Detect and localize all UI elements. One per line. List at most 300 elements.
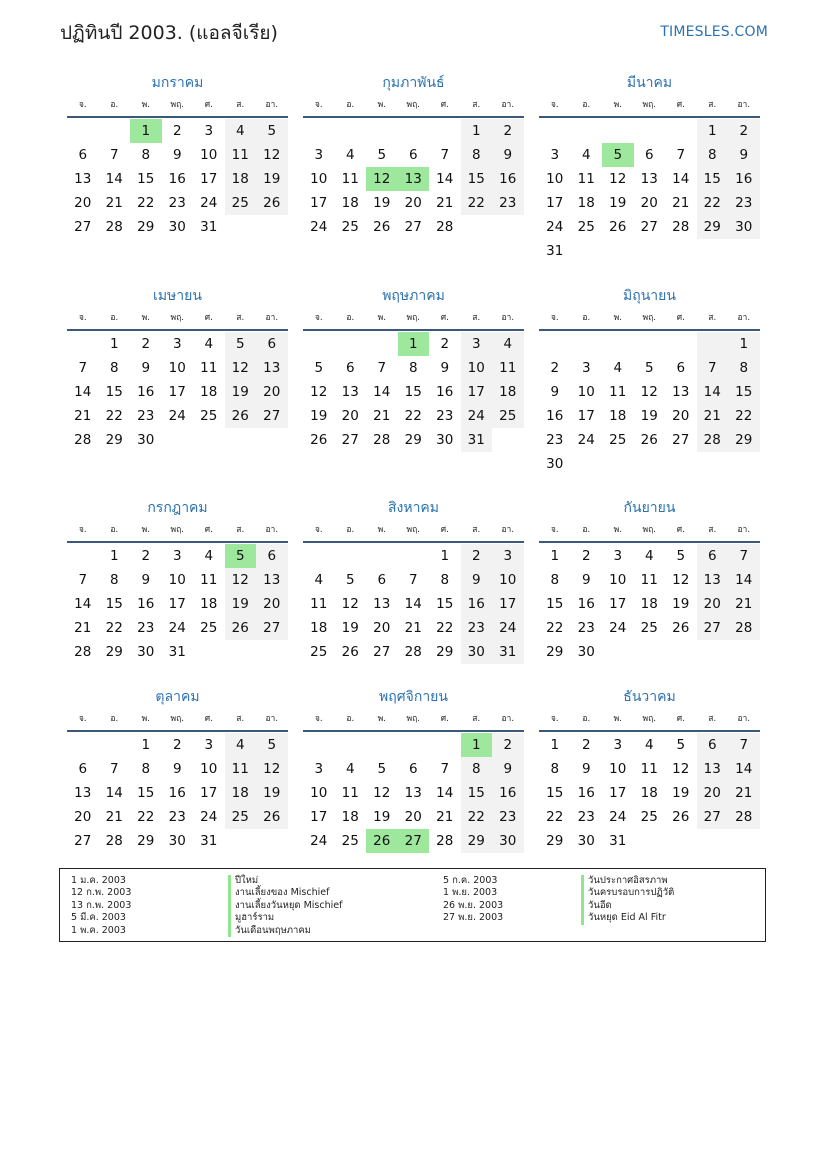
day-cell: 18 (492, 380, 524, 404)
day-cell: 14 (373, 384, 391, 400)
month-block (303, 70, 524, 239)
empty-cell (99, 119, 131, 143)
day-cell: 30 (168, 833, 186, 849)
day-cell: 31 (609, 833, 627, 849)
day-cell: 2 (141, 336, 151, 352)
day-cell: 3 (172, 336, 182, 352)
day-cell: 4 (345, 761, 355, 777)
weekday-label: จ. (550, 100, 559, 110)
legend-date: 26 พ.ย. 2003 (443, 899, 504, 911)
weekday-label: ศ. (204, 313, 213, 323)
month-block (67, 684, 288, 853)
day-cell: 6 (345, 360, 355, 376)
day-cell: 13 (74, 785, 92, 801)
weekday-label: ศ. (676, 714, 685, 724)
day-cell: 13 (373, 596, 391, 612)
day-cell: 3 (314, 147, 324, 163)
day-cell: 17 (609, 785, 627, 801)
brand-link[interactable]: TIMESLES.COM (660, 24, 768, 40)
day-cell: 8 (408, 360, 418, 376)
day-cell: 10 (310, 171, 328, 187)
day-cell: 2 (581, 737, 591, 753)
weekday-label: พฤ. (642, 313, 656, 323)
weekday-label: อ. (582, 100, 591, 110)
month-block (303, 283, 524, 452)
day-cell: 23 (168, 809, 186, 825)
day-grid (67, 733, 288, 853)
day-cell: 22 (105, 408, 123, 424)
day-cell: 25 (225, 805, 257, 829)
day-cell: 18 (200, 384, 218, 400)
day-cell: 29 (728, 428, 760, 452)
day-cell: 29 (137, 219, 155, 235)
holiday-day-cell: 12 (366, 167, 398, 191)
day-cell: 15 (105, 596, 123, 612)
empty-cell (67, 332, 99, 356)
empty-cell (67, 119, 99, 143)
day-cell: 4 (204, 336, 214, 352)
day-cell: 24 (168, 408, 186, 424)
day-cell: 19 (640, 408, 658, 424)
weekday-label: ส. (708, 100, 717, 110)
weekday-label: จ. (550, 714, 559, 724)
weekday-label: อา. (501, 313, 515, 323)
weekday-label: จ. (314, 313, 323, 323)
day-cell: 9 (581, 572, 591, 588)
day-cell: 27 (697, 616, 729, 640)
day-cell: 23 (436, 408, 454, 424)
day-cell: 22 (728, 404, 760, 428)
day-cell: 28 (697, 428, 729, 452)
day-cell: 22 (436, 620, 454, 636)
day-cell: 12 (225, 356, 257, 380)
day-cell: 10 (200, 761, 218, 777)
day-cell: 21 (105, 195, 123, 211)
day-grid (303, 119, 524, 239)
day-cell: 26 (310, 432, 328, 448)
weekday-label: อา. (265, 313, 279, 323)
day-cell: 28 (728, 616, 760, 640)
day-cell: 27 (697, 805, 729, 829)
day-cell: 11 (577, 171, 595, 187)
day-cell: 10 (577, 384, 595, 400)
day-cell: 11 (609, 384, 627, 400)
day-cell: 11 (640, 761, 658, 777)
weekday-label: พ. (377, 100, 386, 110)
day-cell: 8 (550, 761, 560, 777)
day-cell: 29 (436, 644, 454, 660)
legend-right-dates (443, 875, 503, 925)
weekday-label: ส. (472, 525, 481, 535)
weekday-label: ศ. (676, 100, 685, 110)
day-cell: 12 (640, 384, 658, 400)
month-block (303, 495, 524, 664)
day-cell: 27 (672, 432, 690, 448)
day-cell: 18 (640, 785, 658, 801)
day-cell: 28 (672, 219, 690, 235)
legend-holiday-name: วันเดือนพฤษภาคม (228, 925, 342, 937)
day-cell: 12 (672, 572, 690, 588)
day-cell: 9 (461, 568, 493, 592)
day-cell: 18 (310, 620, 328, 636)
day-cell: 22 (461, 805, 493, 829)
day-cell: 23 (137, 620, 155, 636)
month-title: พฤษภาคม (382, 288, 445, 304)
weekday-label: พ. (141, 313, 150, 323)
day-cell: 15 (461, 781, 493, 805)
empty-cell (429, 733, 461, 757)
day-cell: 20 (404, 195, 422, 211)
day-cell: 2 (172, 737, 182, 753)
day-cell: 20 (672, 408, 690, 424)
weekday-label: อา. (501, 525, 515, 535)
weekday-label: อ. (346, 714, 355, 724)
day-cell: 13 (74, 171, 92, 187)
day-cell: 31 (200, 219, 218, 235)
weekday-header (303, 710, 524, 732)
empty-cell (303, 733, 335, 757)
day-cell: 15 (728, 380, 760, 404)
day-cell: 2 (440, 336, 450, 352)
day-cell: 15 (697, 167, 729, 191)
day-cell: 26 (373, 219, 391, 235)
day-cell: 30 (577, 833, 595, 849)
month-title: มิถุนายน (623, 288, 676, 304)
day-cell: 27 (74, 833, 92, 849)
day-cell: 30 (492, 829, 524, 853)
day-cell: 25 (640, 809, 658, 825)
weekday-label: จ. (78, 525, 87, 535)
day-cell: 22 (461, 191, 493, 215)
weekday-label: ส. (472, 313, 481, 323)
day-cell: 9 (492, 143, 524, 167)
day-cell: 17 (200, 785, 218, 801)
day-cell: 12 (373, 785, 391, 801)
day-cell: 6 (377, 572, 387, 588)
month-block (539, 70, 760, 263)
day-cell: 7 (697, 356, 729, 380)
day-cell: 19 (256, 781, 288, 805)
day-cell: 16 (577, 785, 595, 801)
day-cell: 6 (408, 147, 418, 163)
day-cell: 7 (109, 147, 119, 163)
weekday-header (67, 710, 288, 732)
weekday-label: พฤ. (642, 714, 656, 724)
day-cell: 10 (609, 761, 627, 777)
day-cell: 13 (404, 785, 422, 801)
day-cell: 3 (461, 332, 493, 356)
day-cell: 29 (137, 833, 155, 849)
day-cell: 20 (697, 781, 729, 805)
day-cell: 11 (225, 143, 257, 167)
day-cell: 25 (200, 620, 218, 636)
day-cell: 26 (256, 805, 288, 829)
day-cell: 30 (461, 640, 493, 664)
day-cell: 17 (168, 384, 186, 400)
day-cell: 20 (697, 592, 729, 616)
weekday-label: อ. (110, 313, 119, 323)
weekday-header (539, 309, 760, 331)
day-cell: 20 (341, 408, 359, 424)
legend-date: 5 มี.ค. 2003 (71, 912, 126, 924)
day-cell: 3 (613, 737, 623, 753)
empty-cell (335, 733, 367, 757)
day-cell: 21 (74, 408, 92, 424)
weekday-label: จ. (78, 313, 87, 323)
day-cell: 4 (314, 572, 324, 588)
day-cell: 5 (256, 119, 288, 143)
holiday-legend (59, 868, 766, 942)
day-cell: 6 (697, 733, 729, 757)
day-cell: 27 (341, 432, 359, 448)
day-cell: 1 (461, 119, 493, 143)
day-cell: 7 (78, 360, 88, 376)
day-cell: 7 (377, 360, 387, 376)
weekday-label: ศ. (676, 313, 685, 323)
day-cell: 25 (492, 404, 524, 428)
day-cell: 8 (550, 572, 560, 588)
month-title: มกราคม (151, 75, 204, 91)
day-cell: 12 (225, 568, 257, 592)
legend-holiday-name: งานเลี้ยงวันหยุด Mischief (228, 900, 342, 912)
day-cell: 16 (436, 384, 454, 400)
day-cell: 10 (546, 171, 564, 187)
day-cell: 8 (109, 572, 119, 588)
day-cell: 5 (676, 548, 686, 564)
day-cell: 5 (345, 572, 355, 588)
weekday-label: ส. (472, 100, 481, 110)
day-cell: 21 (404, 620, 422, 636)
weekday-label: ส. (236, 313, 245, 323)
empty-cell (602, 119, 634, 143)
weekday-label: อา. (737, 313, 751, 323)
day-grid (539, 733, 760, 853)
day-cell: 1 (697, 119, 729, 143)
weekday-label: ศ. (440, 100, 449, 110)
day-cell: 7 (109, 761, 119, 777)
day-cell: 29 (461, 829, 493, 853)
month-title: กันยายน (623, 500, 676, 516)
day-cell: 11 (492, 356, 524, 380)
day-cell: 16 (137, 596, 155, 612)
day-cell: 25 (310, 644, 328, 660)
day-cell: 28 (74, 432, 92, 448)
empty-cell (429, 119, 461, 143)
day-cell: 27 (256, 404, 288, 428)
day-cell: 22 (697, 191, 729, 215)
day-cell: 5 (676, 737, 686, 753)
day-cell: 9 (172, 147, 182, 163)
weekday-label: พ. (377, 525, 386, 535)
day-cell: 4 (644, 737, 654, 753)
day-cell: 6 (408, 761, 418, 777)
empty-cell (335, 544, 367, 568)
month-title: ตุลาคม (155, 689, 200, 705)
empty-cell (366, 544, 398, 568)
day-grid (67, 544, 288, 664)
day-cell: 9 (141, 572, 151, 588)
day-cell: 25 (640, 620, 658, 636)
empty-cell (303, 544, 335, 568)
day-cell: 16 (137, 384, 155, 400)
day-cell: 15 (105, 384, 123, 400)
day-cell: 14 (728, 757, 760, 781)
empty-cell (366, 332, 398, 356)
day-cell: 24 (168, 620, 186, 636)
weekday-label: ศ. (440, 525, 449, 535)
day-cell: 5 (256, 733, 288, 757)
day-grid (67, 119, 288, 239)
weekday-label: อ. (582, 525, 591, 535)
day-cell: 26 (672, 620, 690, 636)
day-cell: 21 (436, 809, 454, 825)
legend-date: 1 ม.ค. 2003 (71, 875, 126, 886)
day-cell: 2 (141, 548, 151, 564)
day-cell: 1 (550, 548, 560, 564)
legend-date: 27 พ.ย. 2003 (443, 912, 504, 924)
day-cell: 22 (105, 620, 123, 636)
day-cell: 23 (461, 616, 493, 640)
empty-cell (634, 332, 666, 356)
day-cell: 16 (492, 167, 524, 191)
day-cell: 24 (492, 616, 524, 640)
day-cell: 13 (256, 568, 288, 592)
day-cell: 28 (436, 833, 454, 849)
day-cell: 31 (200, 833, 218, 849)
day-cell: 23 (577, 809, 595, 825)
day-cell: 11 (200, 360, 218, 376)
day-cell: 1 (141, 737, 151, 753)
day-cell: 27 (373, 644, 391, 660)
legend-holiday-name: งานเลี้ยงของ Mischief (228, 887, 342, 899)
weekday-label: จ. (314, 525, 323, 535)
weekday-label: ส. (236, 525, 245, 535)
month-block (67, 495, 288, 664)
day-cell: 3 (204, 123, 214, 139)
day-cell: 19 (256, 167, 288, 191)
day-cell: 5 (377, 147, 387, 163)
day-cell: 23 (492, 191, 524, 215)
day-cell: 19 (609, 195, 627, 211)
empty-cell (303, 119, 335, 143)
day-cell: 2 (461, 544, 493, 568)
empty-cell (99, 733, 131, 757)
day-cell: 14 (436, 785, 454, 801)
day-cell: 29 (105, 644, 123, 660)
day-cell: 2 (550, 360, 560, 376)
day-cell: 4 (345, 147, 355, 163)
day-cell: 16 (168, 171, 186, 187)
day-cell: 28 (105, 833, 123, 849)
day-cell: 10 (609, 572, 627, 588)
day-cell: 14 (74, 384, 92, 400)
day-cell: 29 (105, 432, 123, 448)
day-cell: 8 (141, 761, 151, 777)
day-cell: 27 (74, 219, 92, 235)
day-cell: 17 (310, 809, 328, 825)
day-cell: 13 (341, 384, 359, 400)
weekday-header (539, 521, 760, 543)
weekday-label: ส. (708, 525, 717, 535)
day-cell: 3 (492, 544, 524, 568)
day-cell: 7 (440, 147, 450, 163)
day-cell: 16 (461, 592, 493, 616)
day-cell: 26 (672, 809, 690, 825)
day-cell: 26 (640, 432, 658, 448)
weekday-label: พ. (613, 714, 622, 724)
empty-cell (634, 119, 666, 143)
day-cell: 27 (640, 219, 658, 235)
day-cell: 4 (613, 360, 623, 376)
day-cell: 14 (697, 380, 729, 404)
weekday-label: พฤ. (170, 313, 184, 323)
day-cell: 22 (137, 195, 155, 211)
day-cell: 24 (310, 219, 328, 235)
day-cell: 27 (404, 219, 422, 235)
legend-holiday-name: ปีใหม่ (228, 875, 342, 887)
day-cell: 14 (105, 785, 123, 801)
day-cell: 30 (168, 219, 186, 235)
day-cell: 8 (461, 143, 493, 167)
day-cell: 26 (609, 219, 627, 235)
day-cell: 16 (546, 408, 564, 424)
month-title: กุมภาพันธ์ (382, 75, 445, 91)
weekday-header (303, 96, 524, 118)
day-cell: 16 (728, 167, 760, 191)
day-cell: 10 (168, 572, 186, 588)
day-cell: 6 (676, 360, 686, 376)
day-cell: 10 (168, 360, 186, 376)
legend-date: 12 ก.พ. 2003 (71, 887, 132, 899)
weekday-label: พฤ. (170, 714, 184, 724)
day-cell: 21 (672, 195, 690, 211)
day-cell: 24 (577, 432, 595, 448)
holiday-day-cell: 1 (398, 332, 430, 356)
day-cell: 6 (256, 332, 288, 356)
day-cell: 8 (141, 147, 151, 163)
empty-cell (571, 119, 603, 143)
empty-cell (539, 119, 571, 143)
day-cell: 26 (225, 616, 257, 640)
day-cell: 24 (609, 620, 627, 636)
day-cell: 1 (109, 548, 119, 564)
day-cell: 23 (137, 408, 155, 424)
day-cell: 8 (440, 572, 450, 588)
empty-cell (335, 332, 367, 356)
weekday-label: พฤ. (642, 525, 656, 535)
day-cell: 19 (225, 380, 257, 404)
day-cell: 8 (109, 360, 119, 376)
weekday-label: พ. (141, 714, 150, 724)
day-cell: 2 (581, 548, 591, 564)
empty-cell (398, 119, 430, 143)
day-cell: 4 (644, 548, 654, 564)
weekday-label: อา. (737, 100, 751, 110)
day-cell: 26 (341, 644, 359, 660)
day-cell: 3 (581, 360, 591, 376)
weekday-label: อ. (582, 714, 591, 724)
day-cell: 21 (728, 592, 760, 616)
day-cell: 7 (728, 733, 760, 757)
day-cell: 13 (697, 568, 729, 592)
month-title: เมษายน (153, 288, 202, 304)
weekday-label: พฤ. (170, 525, 184, 535)
day-cell: 12 (609, 171, 627, 187)
day-cell: 12 (256, 143, 288, 167)
weekday-label: พ. (613, 525, 622, 535)
month-block (303, 684, 524, 853)
day-cell: 4 (581, 147, 591, 163)
